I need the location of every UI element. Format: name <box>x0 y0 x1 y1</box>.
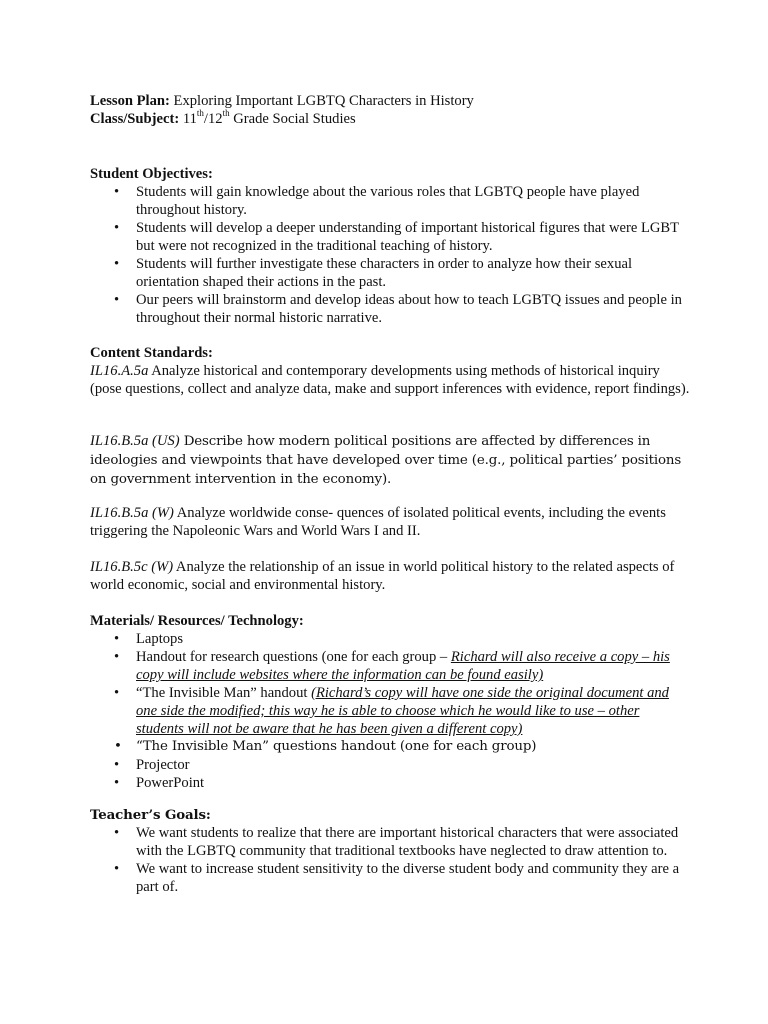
grade-11: 11 <box>182 111 197 127</box>
list-item: • Students will develop a deeper understanding of important historical figures that were LGBT but were not recognized in the traditional teaching of history. <box>90 219 690 255</box>
standard-item <box>90 504 690 540</box>
list-item: • We want to increase student sensitivity to the diverse student body and community they are a part of. <box>90 860 690 896</box>
standard-block-2 <box>90 432 690 489</box>
materials-section <box>90 612 690 792</box>
standard-block-3 <box>90 504 690 540</box>
material-note: Richard will also receive a copy – his copy will include websites where the information can be found easily) <box>136 649 670 683</box>
material-text: “The Invisible Man” handout <box>136 685 312 701</box>
standard-text: Describe how modern political positions are affected by differences in ideologies and viewpoints that have developed over time (e.g., political parties’ positions on government intervention in the economy). <box>90 434 682 487</box>
list-item: • Our peers will brainstorm and develop ideas about how to teach LGBTQ issues and people in throughout their normal historic narrative. <box>90 291 690 327</box>
lesson-header <box>90 92 690 128</box>
standard-code: IL16.B.5a (W) <box>90 505 174 521</box>
list-item: • “The Invisible Man” questions handout (one for each group) <box>90 738 690 756</box>
lesson-plan-label: Lesson Plan: <box>90 93 170 109</box>
goals-list <box>90 824 690 896</box>
lesson-plan-line <box>90 92 690 110</box>
objectives-heading: Student Objectives: <box>90 166 213 182</box>
list-item: • We want students to realize that there are important historical characters that were associated with the LGBTQ community that traditional textbooks have neglected to draw attention to. <box>90 824 690 860</box>
list-item: • Students will gain knowledge about the various roles that LGBTQ people have played throughout history. <box>90 183 690 219</box>
list-item: • Students will further investigate these characters in order to analyze how their sexual orientation shaped their actions in the past. <box>90 255 690 291</box>
teacher-goals-section <box>90 806 690 896</box>
standard-item <box>90 558 690 594</box>
standard-item <box>90 362 690 398</box>
goals-heading: Teacher’s Goals: <box>90 807 211 823</box>
standard-code: IL16.B.5a (US) <box>90 433 180 449</box>
list-item: • Projector <box>90 756 690 774</box>
materials-heading: Materials/ Resources/ Technology: <box>90 613 304 629</box>
standards-heading: Content Standards: <box>90 345 213 361</box>
list-item <box>90 648 690 684</box>
list-item: • PowerPoint <box>90 774 690 792</box>
list-item <box>90 684 690 738</box>
standard-block-4 <box>90 558 690 594</box>
list-item: • Laptops <box>90 630 690 648</box>
objectives-list <box>90 183 690 327</box>
standard-text: Analyze historical and contemporary developments using methods of historical inquiry (pose questions, collect and analyze data, make and support inferences with evidence, report findings). <box>90 363 690 397</box>
content-standards-section <box>90 344 690 398</box>
lesson-plan-title: Exploring Important LGBTQ Characters in History <box>173 93 474 109</box>
grade-separator: /12 <box>203 111 223 127</box>
class-subject-label: Class/Subject: <box>90 111 180 127</box>
standard-text: Analyze the relationship of an issue in world political history to the related aspects of world economic, social and environmental history. <box>90 559 675 593</box>
grade-11-suffix: th <box>196 108 204 119</box>
material-text: Handout for research questions (one for each group – <box>136 649 451 665</box>
student-objectives-section <box>90 165 690 327</box>
materials-list <box>90 630 690 792</box>
standard-text: Analyze worldwide conse- quences of isolated political events, including the events triggering the Napoleonic Wars and World Wars I and II. <box>90 505 666 539</box>
subject-name: Grade Social Studies <box>233 111 356 127</box>
standard-item <box>90 432 690 489</box>
material-note: (Richard’s copy will have one side the original document and one side the modified; this way he is able to choose which he would like to use – other students will not be aware that he has been given a different copy) <box>136 685 669 737</box>
grade-12-suffix: th <box>222 108 230 119</box>
standard-code: IL16.A.5a <box>90 363 149 379</box>
class-subject-line <box>90 110 690 128</box>
standard-code: IL16.B.5c (W) <box>90 559 174 575</box>
